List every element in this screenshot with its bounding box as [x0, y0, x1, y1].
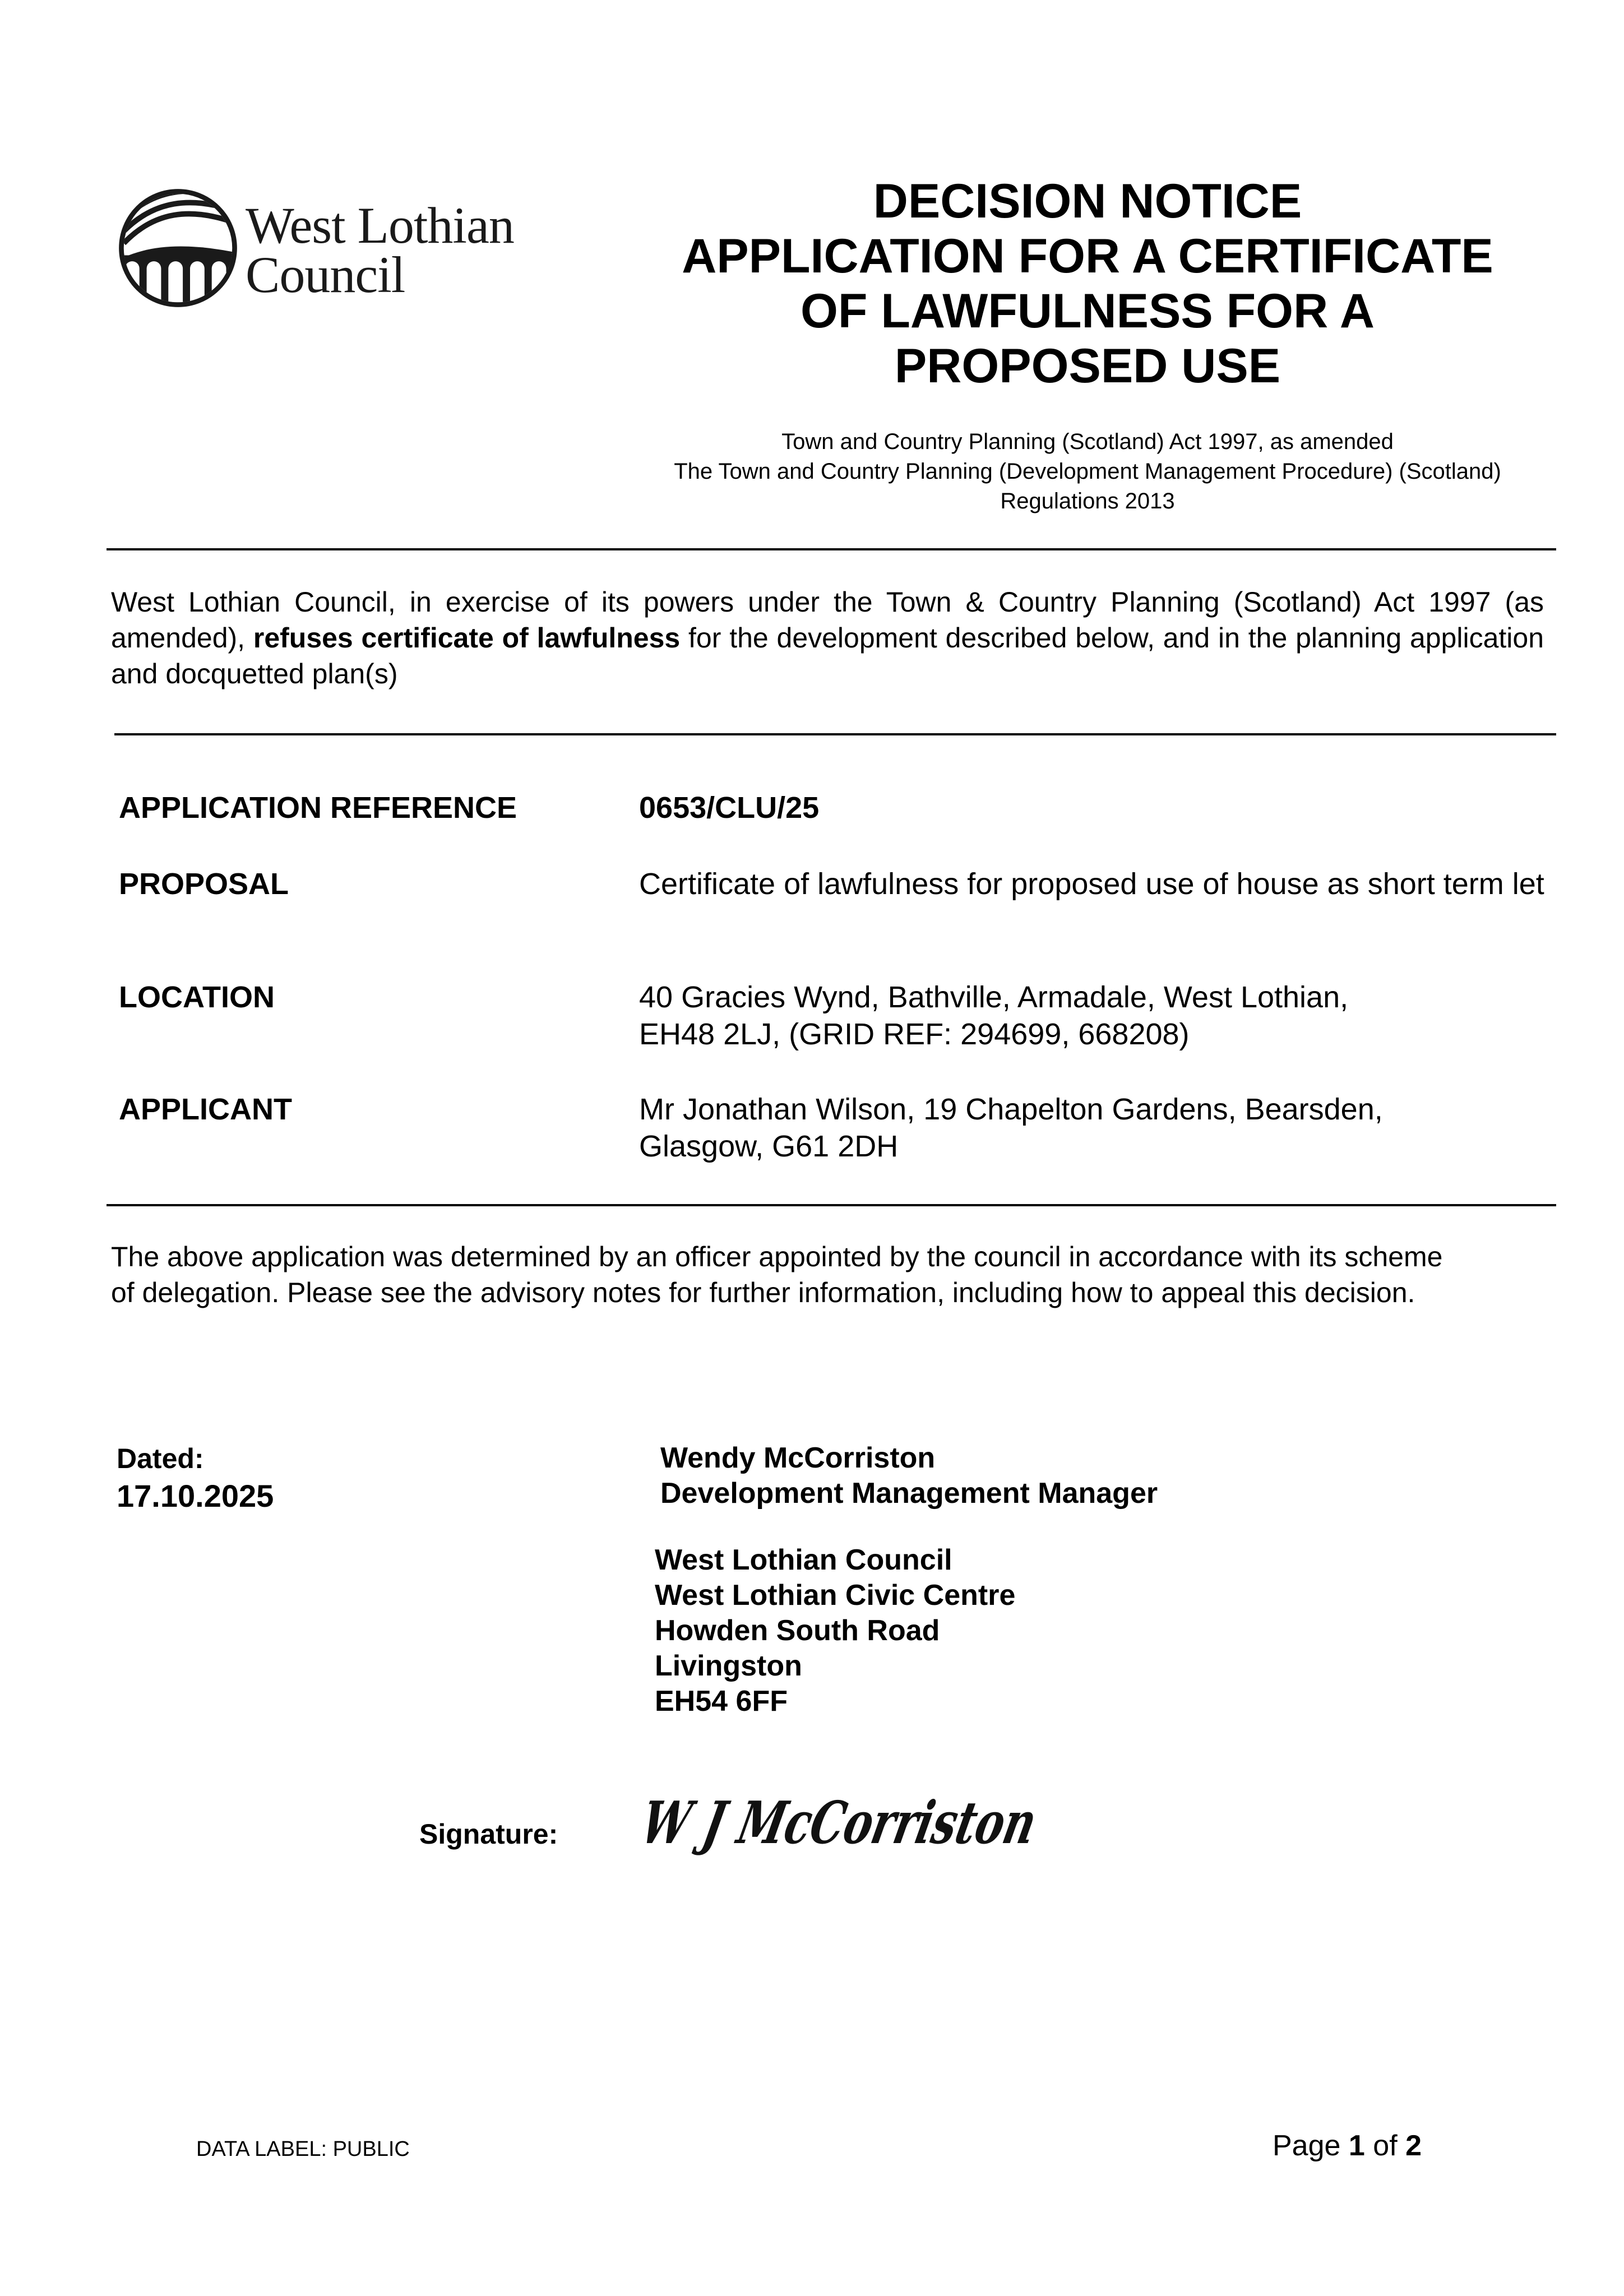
decision-statement: [111, 584, 1544, 692]
legislation-line: Town and Country Planning (Scotland) Act 1997, as amended: [781, 429, 1394, 454]
legislation-line: Regulations 2013: [1000, 489, 1175, 513]
council-logo: [118, 185, 561, 314]
location-value: [639, 979, 1553, 1053]
applicant-line: Glasgow, G61 2DH: [639, 1130, 899, 1163]
signer-role: Development Management Manager: [660, 1477, 1158, 1510]
title-line: DECISION NOTICE: [873, 174, 1302, 228]
handwritten-signature: [633, 1777, 1194, 1872]
delegation-note-line: The above application was determined by an officer appointed by the council in accordance with its scheme: [111, 1241, 1443, 1272]
logo-line-2: Council: [246, 246, 405, 303]
proposal-label: PROPOSAL: [119, 867, 289, 901]
decision-statement-end: for the development described below, and in the planning application and docquetted plan(s): [111, 622, 1544, 689]
council-logo-text: [246, 197, 514, 303]
divider-details-bottom: [107, 1204, 1556, 1206]
title-line: PROPOSED USE: [894, 339, 1281, 393]
legislation-references: [605, 427, 1570, 516]
applicant-label: APPLICANT: [119, 1093, 292, 1126]
address-line: West Lothian Council: [655, 1544, 952, 1576]
reference-value: 0653/CLU/25: [639, 791, 820, 825]
page-prefix: Page: [1273, 2130, 1341, 2162]
viaduct-emblem-icon: [118, 188, 238, 308]
logo-line-1: West Lothian: [246, 197, 514, 254]
title-line: APPLICATION FOR A CERTIFICATE: [682, 229, 1493, 283]
dated-value: 17.10.2025: [117, 1478, 274, 1513]
title-line: OF LAWFULNESS FOR A: [801, 284, 1375, 338]
page-total: 2: [1405, 2130, 1422, 2162]
decision-outcome: refuses certificate of lawfulness: [253, 622, 681, 654]
divider-top: [107, 548, 1556, 550]
signer-name: Wendy McCorriston: [660, 1442, 936, 1474]
applicant-line: Mr Jonathan Wilson, 19 Chapelton Gardens, Bearsden,: [639, 1093, 1383, 1126]
decision-statement-start: West Lothian Council, in exercise of its powers under the Town & Country Planning (Scotland) Act 1997 (as amended),: [111, 586, 1544, 654]
signer-block: [660, 1441, 1158, 1511]
document-title: [633, 174, 1542, 394]
location-line: 40 Gracies Wynd, Bathville, Armadale, West Lothian,: [639, 980, 1349, 1014]
address-line: EH54 6FF: [655, 1685, 788, 1718]
location-label: LOCATION: [119, 980, 275, 1014]
reference-label: APPLICATION REFERENCE: [119, 791, 517, 825]
signature-label: Signature:: [419, 1818, 558, 1850]
location-line: EH48 2LJ, (GRID REF: 294699, 668208): [639, 1017, 1190, 1051]
page-number: [1273, 2128, 1422, 2164]
dated-label: Dated:: [117, 1443, 204, 1474]
address-line: West Lothian Civic Centre: [655, 1579, 1016, 1612]
council-address: [655, 1543, 1015, 1719]
page-current: 1: [1348, 2130, 1365, 2162]
delegation-note-line: of delegation. Please see the advisory notes for further information, including how to appeal this decision.: [111, 1277, 1415, 1308]
page-of: of: [1373, 2130, 1398, 2162]
signature-text: W J McCorriston: [635, 1788, 1194, 1857]
address-line: Livingston: [655, 1650, 802, 1682]
legislation-line: The Town and Country Planning (Development Management Procedure) (Scotland): [674, 459, 1501, 484]
data-classification-label: DATA LABEL: PUBLIC: [196, 2137, 410, 2161]
delegation-note: [111, 1239, 1569, 1311]
applicant-value: [639, 1091, 1553, 1165]
proposal-value: Certificate of lawfulness for proposed use of house as short term let: [639, 867, 1544, 901]
address-line: Howden South Road: [655, 1614, 940, 1647]
divider-details-top: [114, 733, 1556, 735]
